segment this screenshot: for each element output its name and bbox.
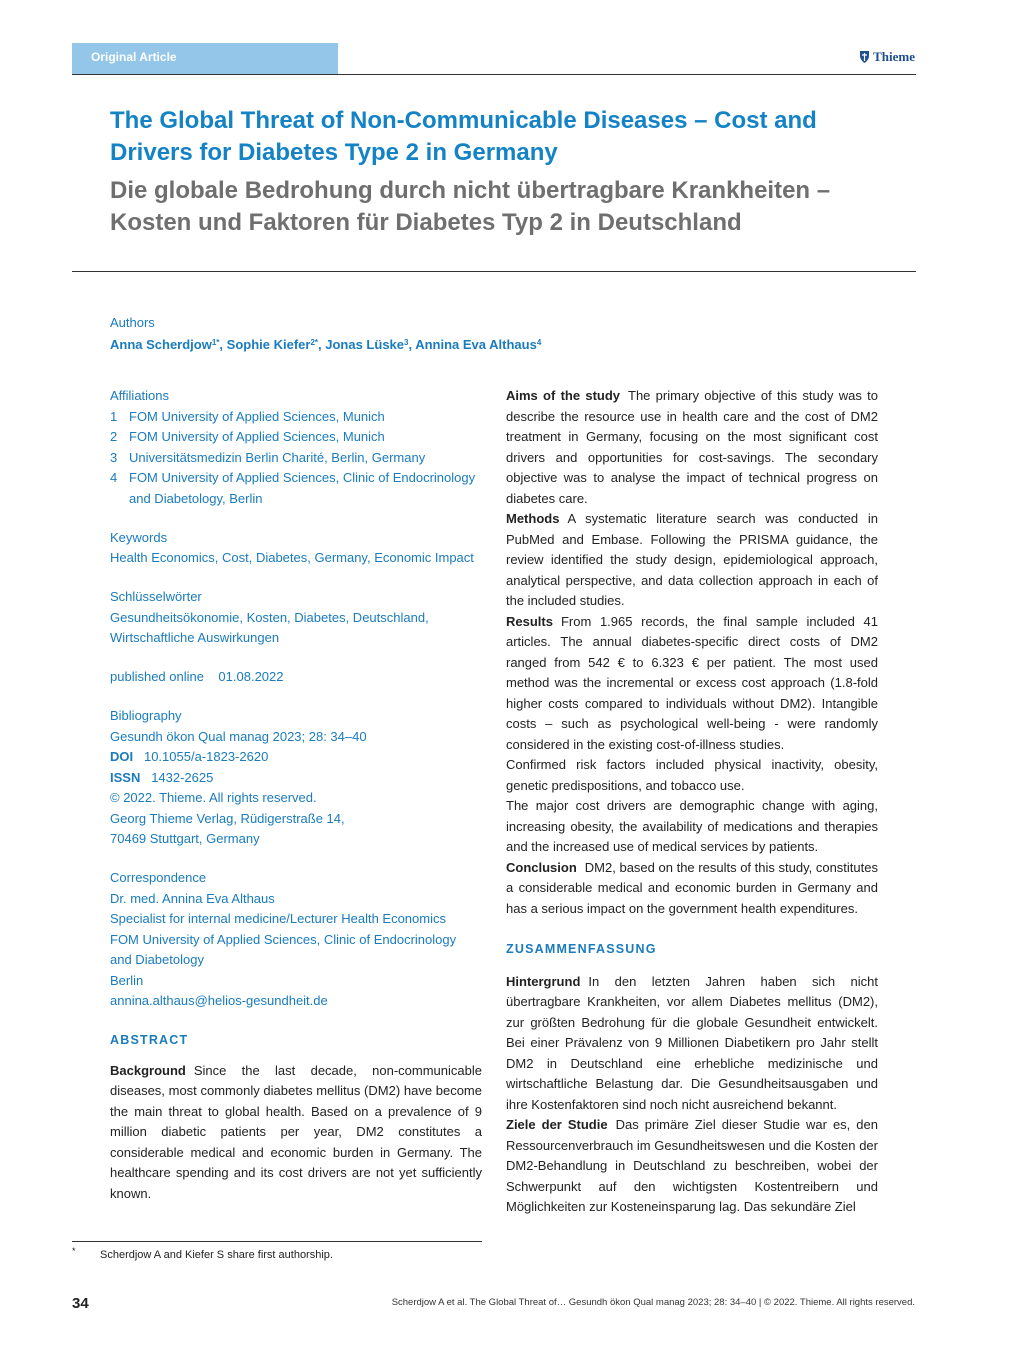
- zusammenfassung-heading: ZUSAMMENFASSUNG: [506, 942, 657, 956]
- schluesselwoerter-heading: Schlüsselwörter: [110, 589, 202, 604]
- page-number: 34: [72, 1295, 89, 1312]
- affiliation-number: 4: [110, 470, 118, 485]
- hintergrund-label: Hintergrund: [506, 973, 581, 989]
- affiliations-heading: Affiliations: [110, 388, 170, 403]
- title-german-line: Die globale Bedrohung durch nicht übertragbare Krankheiten –: [110, 177, 831, 204]
- ziele-text: Das primäre Ziel dieser Studie war es, den Ressourcenverbrauch im Gesundheitswesen und die Kosten der DM2-Behandlung in Deutschland zu beschreiben, wobei der Schwerpunkt auf den wichtigsten Kostentreibern und Möglichkeiten zur Kosteneinsparung lag. Das sekundäre Ziel: [506, 1117, 878, 1214]
- publisher-name: Thieme: [873, 49, 915, 64]
- conclusion-label: Conclusion: [506, 859, 577, 875]
- conclusion-text: DM2, based on the results of this study, constitutes a considerable medical and economic burden in Germany and has a serious impact on the government health expenditures.: [506, 859, 878, 916]
- title-divider: [72, 271, 916, 272]
- keywords-heading: Keywords: [110, 529, 168, 545]
- affiliation-text: FOM University of Applied Sciences, Munich: [129, 408, 385, 424]
- published-date: 01.08.2022: [218, 669, 284, 684]
- aims-text: The primary objective of this study was to describe the resource use in health care and the cost of DM2 treatment in Germany, focusing on the most significant cost drivers and opportunities for cost-savings. The secondary objective was to analyse the impact of technical progress on diabetes care.: [506, 388, 878, 506]
- affiliation-item: [110, 407, 482, 428]
- authors-block: [110, 313, 541, 355]
- footnote-divider: [72, 1241, 482, 1242]
- author-affiliation-mark: 2*: [310, 338, 319, 347]
- aims-label: Aims of the study: [506, 388, 621, 403]
- bibliography-heading: Bibliography: [110, 708, 182, 723]
- footnote: [72, 1246, 333, 1261]
- affiliation-text: FOM University of Applied Sciences, Munich: [129, 429, 385, 444]
- affiliations-section: [110, 386, 482, 509]
- author-affiliation-mark: 1*: [211, 338, 220, 347]
- published-label: published online: [110, 669, 204, 684]
- title-english: [110, 105, 870, 169]
- footnote-text: Scherdjow A and Kiefer S share first authorship.: [100, 1249, 333, 1261]
- keywords-text: Health Economics, Cost, Diabetes, Germany, Economic Impact: [110, 550, 474, 565]
- publisher-address: Georg Thieme Verlag, Rüdigerstraße 14,: [110, 810, 345, 826]
- article-type-label: Original Article: [91, 50, 177, 64]
- correspondence-email-link[interactable]: annina.althaus@helios-gesundheit.de: [110, 993, 328, 1008]
- correspondence-name: Dr. med. Annina Eva Althaus: [110, 890, 275, 906]
- schluesselwoerter-section: [110, 587, 482, 649]
- bibliography-citation: Gesundh ökon Qual manag 2023; 28: 34–40: [110, 728, 367, 744]
- article-type-tag: [72, 43, 338, 74]
- affiliation-item: [110, 427, 482, 448]
- right-column: [506, 386, 878, 1218]
- author-name: Anna Scherdjow: [110, 337, 212, 352]
- background-label: Background: [110, 1062, 186, 1078]
- hintergrund-text: In den letzten Jahren haben sich nicht übertragbare Krankheiten, vor allem Diabetes mellitus (DM2), zur größten Bedrohung für die globale Gesundheit entwickelt. Bei einer Prävalenz von 9 Millionen Diabetikern pro Jahr stellt DM2 in Deutschland eine erhebliche medizinische und wirtschaftliche Belastung dar. Die Gesundheitsausgaben und ihre Kostenfaktoren sind noch nicht ausreichend bekannt.: [506, 973, 878, 1112]
- footnote-mark: *: [72, 1246, 76, 1256]
- abstract-methods: [506, 509, 878, 612]
- issn-line: [110, 768, 482, 789]
- author-name: Jonas Lüske: [325, 337, 405, 352]
- correspondence-city: Berlin: [110, 972, 144, 988]
- abstract-conclusion: [506, 858, 878, 920]
- correspondence-role: Specialist for internal medicine/Lecturer Health Economics: [110, 911, 446, 926]
- abstract-background: [110, 1061, 482, 1205]
- doi-label: DOI: [110, 749, 134, 764]
- correspondence-institution: and Diabetology: [110, 952, 204, 967]
- abstract-aims: [506, 386, 878, 509]
- header-divider: [72, 74, 916, 75]
- publisher-address: 70469 Stuttgart, Germany: [110, 831, 260, 846]
- title-german: [110, 175, 890, 239]
- title-english-line: Drivers for Diabetes Type 2 in Germany: [110, 139, 558, 166]
- issn-value: 1432-2625: [151, 769, 214, 785]
- results-label: Results: [506, 613, 553, 629]
- left-column: [110, 386, 482, 1204]
- authors-heading: Authors: [110, 315, 155, 330]
- affiliation-number: 2: [110, 429, 118, 444]
- affiliation-number: 3: [110, 449, 118, 465]
- bibliography-section: [110, 706, 482, 850]
- doi-line: [110, 747, 482, 768]
- correspondence-heading: Correspondence: [110, 870, 207, 885]
- zusammenfassung-ziele: [506, 1115, 878, 1218]
- affiliation-text: Universitätsmedizin Berlin Charité, Berlin, Germany: [129, 449, 426, 465]
- doi-value[interactable]: 10.1055/a-1823-2620: [143, 749, 269, 764]
- published-online: [110, 667, 482, 688]
- title-german-line: Kosten und Faktoren für Diabetes Typ 2 in Deutschland: [110, 209, 742, 236]
- methods-label: Methods: [506, 511, 560, 526]
- author-affiliation-mark: 4: [536, 338, 542, 347]
- affiliation-text: FOM University of Applied Sciences, Clinic of Endocrinology and Diabetology, Berlin: [129, 470, 476, 506]
- affiliation-item: [110, 468, 482, 509]
- schluesselwoerter-text: Gesundheitsökonomie, Kosten, Diabetes, Deutschland, Wirtschaftliche Auswirkungen: [110, 609, 429, 645]
- thieme-logo-icon: [859, 50, 870, 64]
- background-text: Since the last decade, non-communicable diseases, most commonly diabetes mellitus (DM2) have become the main threat to global health. Based on a prevalence of 9 million diabetic patients per year, DM2 constitutes a considerable medical and economic burden in Germany. The healthcare spending and its cost drivers are not yet sufficiently known.: [110, 1062, 482, 1201]
- abstract-cost-drivers: The major cost drivers are demographic change with aging, increasing obesity, the availability of medications and therapies and the increased use of medical services by patients.: [506, 798, 878, 854]
- abstract-heading: ABSTRACT: [110, 1033, 189, 1047]
- author-affiliation-mark: 3: [404, 338, 409, 347]
- abstract-results: [506, 612, 878, 756]
- author-name: Sophie Kiefer: [226, 337, 311, 352]
- zusammenfassung-hintergrund: [506, 972, 878, 1116]
- author-list: Anna Scherdjow$^{1*}$, Sophie Kiefer$^{2*}$, Jonas Lüske$^3$, Annina Eva Althaus$^4$: [110, 337, 542, 352]
- correspondence-institution: FOM University of Applied Sciences, Clinic of Endocrinology: [110, 931, 457, 947]
- author-name: Annina Eva Althaus: [415, 337, 537, 352]
- affiliation-number: 1: [110, 408, 118, 424]
- publisher-logo: [859, 49, 915, 65]
- methods-text: A systematic literature search was conducted in PubMed and Embase. Following the PRISMA guidance, the review identified the study design, epidemiological approach, analytical perspective, and data collection approach in each of the included studies.: [506, 511, 878, 608]
- abstract-risk-factors: Confirmed risk factors included physical inactivity, obesity, genetic predispositions, and tobacco use.: [506, 757, 878, 793]
- affiliation-item: [110, 448, 482, 469]
- correspondence-section: [110, 868, 482, 1012]
- title-english-line: The Global Threat of Non-Communicable Diseases – Cost and: [110, 107, 817, 134]
- running-footer: Scherdjow A et al. The Global Threat of… Gesundh ökon Qual manag 2023; 28: 34–40 | © 2022. Thieme. All rights reserved.: [391, 1297, 915, 1308]
- ziele-label: Ziele der Studie: [506, 1117, 608, 1132]
- issn-label: ISSN: [110, 769, 141, 785]
- keywords-section: [110, 528, 482, 569]
- copyright-text: © 2022. Thieme. All rights reserved.: [110, 790, 317, 805]
- results-text: From 1.965 records, the final sample included 41 articles. The annual diabetes-specific direct costs of DM2 ranged from 542 € to 6.323 € per patient. The most used method was the incremental or excess cost approach (1.8-fold higher costs compared to individuals without DM2). Intangible costs – such as psychological well-being - were randomly considered in the existing cost-of-illness studies.: [506, 613, 878, 752]
